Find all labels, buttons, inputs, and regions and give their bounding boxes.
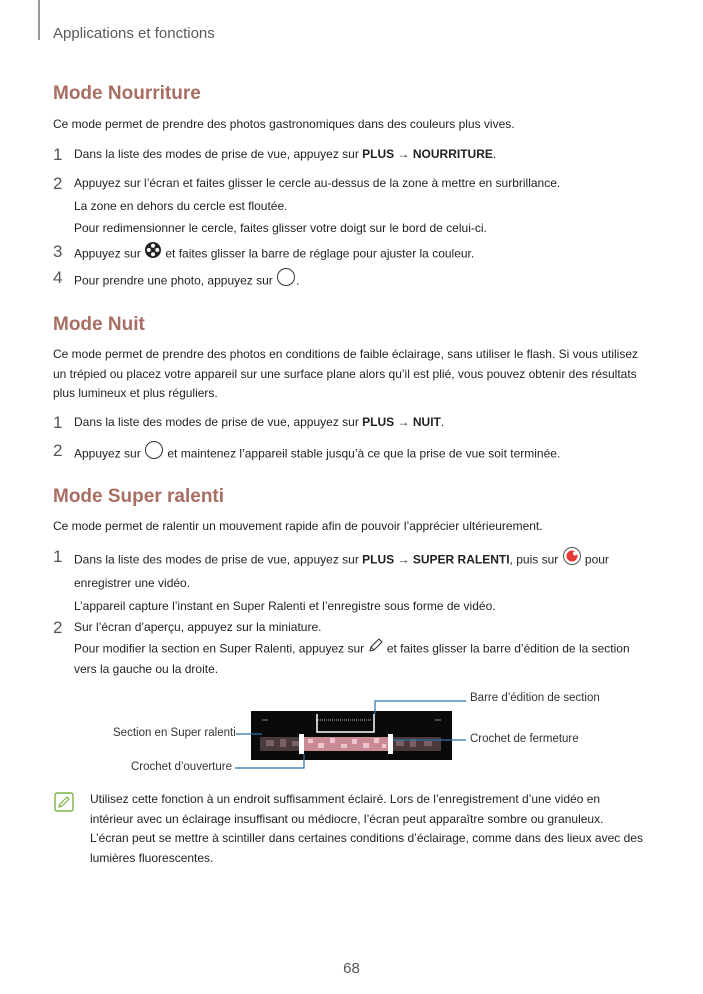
shutter-icon [276, 267, 296, 294]
food-step-1: Dans la liste des modes de prise de vue, appuyez sur PLUS → NOURRITURE. [74, 147, 497, 161]
night-intro: Ce mode permet de prendre des photos en conditions de faible éclairage, sans utiliser le flash. Si vous utilisez un trépied ou placez votre appareil sur une surface plane alors qu’il est plié, vous pouvez obtenir des résultats plus lumineux et plus réguliers. [53, 347, 638, 400]
shutter-icon [144, 440, 164, 467]
record-icon [562, 546, 582, 573]
step-number: 4 [53, 268, 63, 287]
page-number: 68 [343, 960, 360, 977]
note-icon [54, 792, 74, 817]
edit-pencil-icon [368, 637, 384, 660]
page-header: Applications et fonctions [53, 25, 215, 42]
step-number: 2 [53, 441, 63, 460]
food-step-2: Appuyez sur l’écran et faites glisser le cercle au-dessus de la zone à mettre en surbrillance. La zone en dehors du cercle est floutée. Pour redimensionner le cercle, faites glisser votre doigt sur le bord de celui-ci. [74, 176, 561, 235]
food-step-4: Pour prendre une photo, appuyez sur . [74, 268, 654, 295]
step-number: 1 [53, 145, 63, 164]
caption-close-bracket: Crochet de fermeture [470, 733, 579, 745]
step-number: 2 [53, 618, 63, 637]
food-color-icon [144, 241, 162, 266]
step-number: 3 [53, 242, 63, 261]
caption-edit-bar: Barre d’édition de section [470, 692, 600, 704]
night-step-1: Dans la liste des modes de prise de vue, appuyez sur PLUS → NUIT. [74, 415, 445, 429]
slowmo-step-1: Dans la liste des modes de prise de vue, appuyez sur PLUS → SUPER RALENTI, puis sur pour enregistrer une vidéo. L’appareil capture l’instant en Super Ralenti et l’enregistre sous forme de vidéo. [74, 547, 654, 617]
section-title-night: Mode Nuit [53, 314, 145, 335]
food-intro: Ce mode permet de prendre des photos gastronomiques dans des couleurs plus vives. [53, 117, 515, 131]
slowmo-step-2: Sur l’écran d’aperçu, appuyez sur la miniature. Pour modifier la section en Super Ralenti, appuyez sur et faites glisser la barre d’édition de la section vers la gauche ou la droite. [74, 620, 630, 676]
section-title-slowmo: Mode Super ralenti [53, 486, 225, 507]
note-text: Utilisez cette fonction à un endroit suffisamment éclairé. Lors de l’enregistrement d’une vidéo en intérieur avec un éclairage insuffisant ou médiocre, l’écran peut apparaître sombre ou granuleux. L’écran peut se mettre à scintiller dans certaines conditions d’éclairage, comme dans des lieux avec des lumières fluorescentes. [90, 792, 643, 865]
slowmo-intro: Ce mode permet de ralentir un mouvement rapide afin de pouvoir l’apprécier ultérieurement. [53, 519, 543, 533]
header-rule [38, 0, 40, 40]
step-number: 2 [53, 174, 63, 193]
step-number: 1 [53, 547, 63, 566]
food-step-3: Appuyez sur et faites glisser la barre de réglage pour ajuster la couleur. [74, 242, 654, 267]
section-title-food: Mode Nourriture [53, 83, 201, 104]
caption-slowmo-section: Section en Super ralenti [113, 727, 236, 739]
caption-open-bracket: Crochet d’ouverture [131, 761, 232, 773]
step-number: 1 [53, 413, 63, 432]
night-step-2: Appuyez sur et maintenez l’appareil stable jusqu’à ce que la prise de vue soit terminée. [74, 441, 654, 468]
